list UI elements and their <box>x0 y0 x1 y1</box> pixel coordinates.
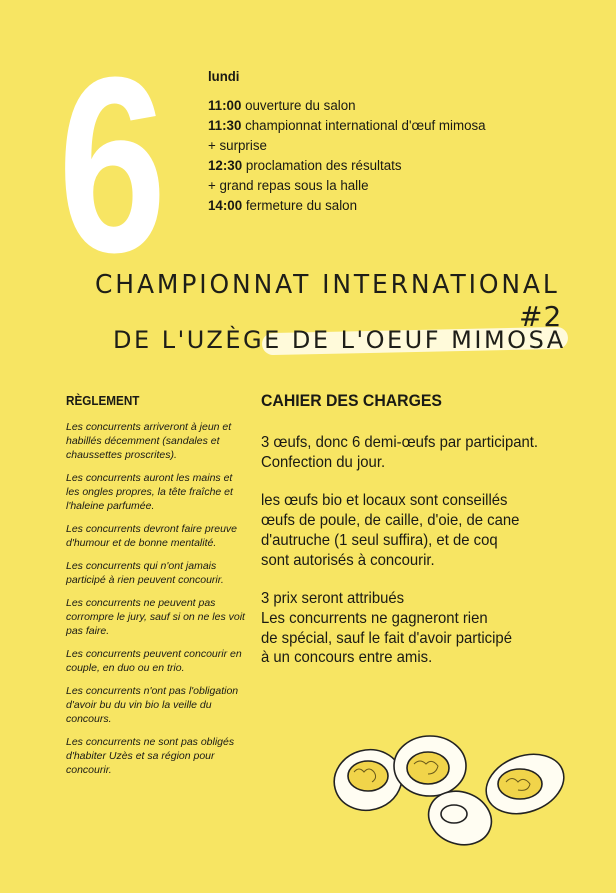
schedule-text: championnat international d'œuf mimosa <box>241 118 486 134</box>
cahier-line: les œufs bio et locaux sont conseillés <box>261 492 508 510</box>
cahier-line: Les concurrents ne gagneront rien <box>261 609 488 627</box>
schedule-text: fermeture du salon <box>242 198 358 214</box>
day-number: 6 <box>58 25 164 304</box>
rule-item: Les concurrents peuvent concourir en couple, en duo ou en trio. <box>66 648 242 674</box>
cahier-line: à un concours entre amis. <box>261 649 433 667</box>
cahier-line: d'autruche (1 seul suffira), et de coq <box>261 531 498 549</box>
championship-title <box>95 270 579 354</box>
schedule-time: 14:00 <box>208 198 243 214</box>
cahier-des-charges <box>261 391 568 687</box>
egg-center <box>394 736 466 796</box>
schedule-line <box>208 176 486 196</box>
rule-item: Les concurrents devront faire preuve d'humour et de bonne mentalité. <box>66 523 238 549</box>
cahier-line: sont autorisés à concourir. <box>261 551 435 569</box>
deviled-eggs-illustration <box>320 728 580 848</box>
cahier-line: œufs de poule, de caille, d'oie, de cane <box>261 512 520 530</box>
title-line-1: CHAMPIONNAT INTERNATIONAL <box>95 270 560 300</box>
schedule-text: + surprise <box>208 138 267 154</box>
cahier-paragraph <box>261 433 568 472</box>
rule-item: Les concurrents arriveront à jeun et habillés décemment (sandales et chaussettes proscrites). <box>66 421 232 461</box>
title-line-2-text: DE L'UZÈGE DE L'OEUF MIMOSA <box>113 326 566 354</box>
schedule-line <box>208 96 486 116</box>
cahier-line: de spécial, sauf le fait d'avoir participé <box>261 629 512 647</box>
title-edition-number: #2 <box>519 300 563 333</box>
rule-item: Les concurrents ne sont pas obligés d'habiter Uzès et sa région pour concourir. <box>66 736 235 776</box>
rule-item: Les concurrents auront les mains et les ongles propres, la tête fraîche et l'haleine parfumée. <box>66 472 233 512</box>
schedule-line <box>208 136 486 156</box>
schedule-line <box>208 196 486 216</box>
cahier-line: Confection du jour. <box>261 453 386 471</box>
schedule-line <box>208 116 486 136</box>
schedule-time: 11:30 <box>208 118 242 134</box>
cahier-line: 3 prix seront attribués <box>261 590 405 608</box>
schedule-text: + grand repas sous la halle <box>208 178 369 194</box>
schedule-line <box>208 156 486 176</box>
schedule-time: 12:30 <box>208 158 243 174</box>
cahier-paragraph <box>261 589 568 668</box>
schedule-text: proclamation des résultats <box>242 158 402 174</box>
cahier-paragraph <box>261 491 568 570</box>
rule-item: Les concurrents n'ont pas l'obligation d'avoir bu du vin bio la veille du concours. <box>66 685 239 725</box>
reglement-heading: RÈGLEMENT <box>66 393 140 408</box>
schedule-text: ouverture du salon <box>241 98 356 114</box>
schedule-time: 11:00 <box>208 98 242 114</box>
rule-item: Les concurrents ne peuvent pas corrompre le jury, sauf si on ne les voit pas faire. <box>66 597 245 637</box>
title-line-2 <box>113 326 566 354</box>
schedule <box>208 66 486 216</box>
rule-item: Les concurrents qui n'ont jamais participé à rien peuvent concourir. <box>66 560 224 586</box>
cahier-line: 3 œufs, donc 6 demi-œufs par participant. <box>261 434 539 451</box>
reglement-column <box>66 393 246 786</box>
cahier-heading: CAHIER DES CHARGES <box>261 391 442 410</box>
egg-right <box>478 744 572 824</box>
schedule-day: lundi <box>208 68 240 84</box>
